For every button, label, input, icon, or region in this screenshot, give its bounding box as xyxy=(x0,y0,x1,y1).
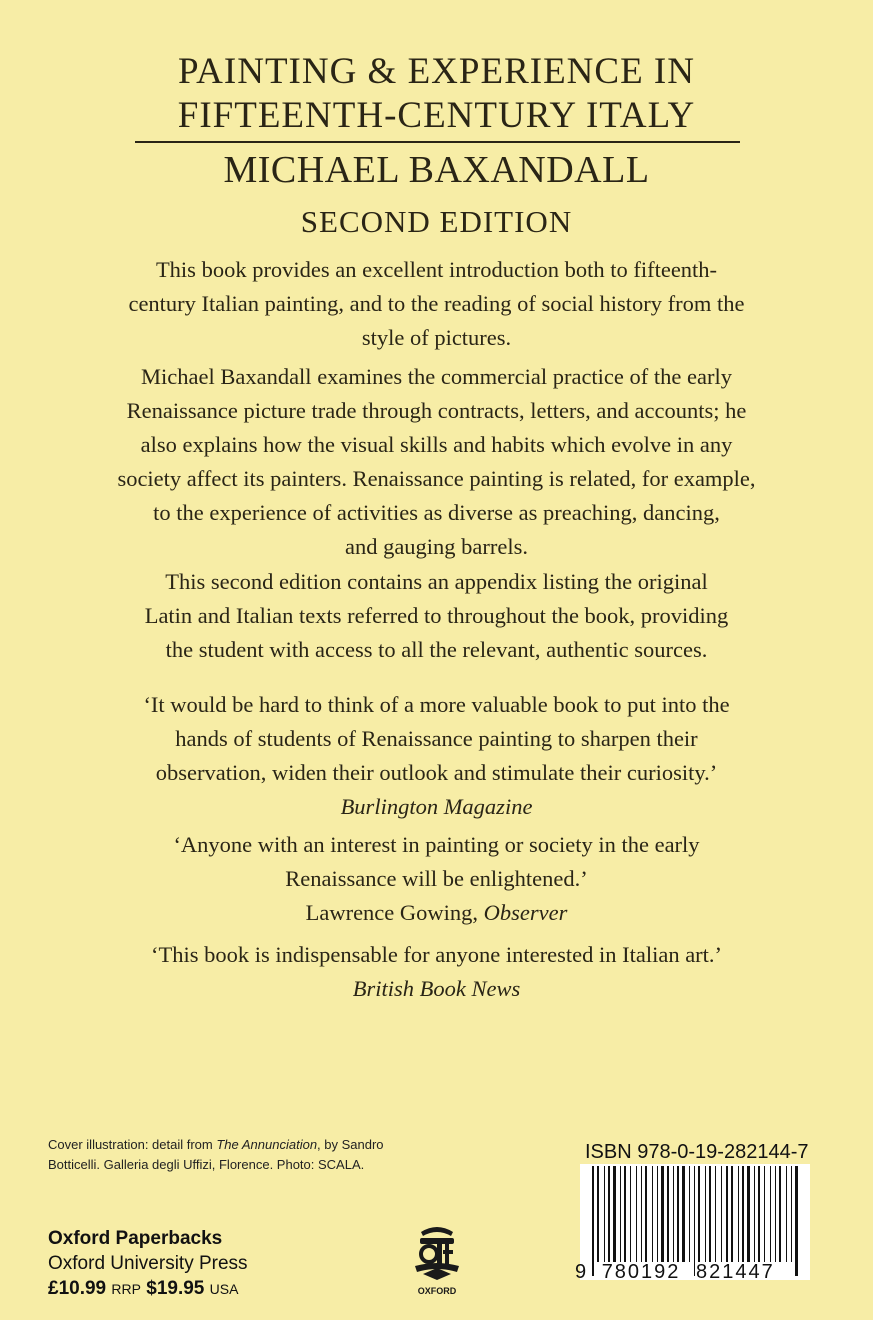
review-2: ‘Anyone with an interest in painting or society in the early Renaissance will be enlightened.’ Lawrence Gowing, Observer xyxy=(100,828,773,930)
barcode-bar xyxy=(689,1166,690,1262)
barcode-bar xyxy=(636,1166,637,1262)
review-3: ‘This book is indispensable for anyone interested in Italian art.’ British Book News xyxy=(100,938,773,1006)
barcode-bar xyxy=(673,1166,674,1262)
title-line-2: FIFTEENTH-CENTURY ITALY xyxy=(177,95,696,136)
barcode-bar xyxy=(738,1166,739,1262)
edition-label: SECOND EDITION xyxy=(300,204,573,239)
review-3-source: British Book News xyxy=(352,976,521,1001)
price-line: £10.99 RRP $19.95 USA xyxy=(48,1278,239,1299)
description-paragraph-2: Michael Baxandall examines the commercial practice of the early Renaissance picture trade through contracts, letters, and accounts; he also explains how the visual skills and habits which evolve in any society affect its painters. Renaissance painting is related, for example, to the experience of activities as diverse as preaching, dancing, and gauging barrels. xyxy=(117,364,756,559)
description-paragraph-1: This book provides an excellent introduction both to fifteenth- century Italian painting, and to the reading of social history from the style of pictures. xyxy=(128,257,745,350)
isbn-label: ISBN 978-0-19-282144-7 xyxy=(585,1141,809,1163)
barcode-bar xyxy=(620,1166,621,1262)
barcode-bar xyxy=(770,1166,771,1262)
author-name: MICHAEL BAXANDALL xyxy=(223,149,650,191)
title-line-1: PAINTING & EXPERIENCE IN xyxy=(178,51,695,92)
barcode-bar xyxy=(709,1166,711,1262)
barcode-bar xyxy=(641,1166,642,1262)
barcode-bar xyxy=(758,1166,760,1262)
barcode-bar xyxy=(764,1166,765,1262)
barcode-bar xyxy=(597,1166,599,1262)
barcode-bar xyxy=(645,1166,647,1262)
barcode-bar xyxy=(786,1166,787,1262)
barcode-bar xyxy=(726,1166,728,1262)
description-paragraph-3: This second edition contains an appendix listing the original Latin and Italian texts referred to throughout the book, providing the student with access to all the relevant, authentic sources. xyxy=(144,569,729,662)
logo-text: OXFORD xyxy=(417,1286,457,1296)
barcode-bar xyxy=(754,1166,755,1262)
barcode-bar xyxy=(624,1166,626,1262)
barcode-bar xyxy=(667,1166,669,1262)
barcode-bar xyxy=(721,1166,722,1262)
barcode-bar xyxy=(608,1166,610,1262)
review-1-source: Burlington Magazine xyxy=(340,794,533,819)
review-1: ‘It would be hard to think of a more valuable book to put into the hands of students of Renaissance painting to sharpen their observation, widen their outlook and stimulate their curiosity.’ Burlington Magazine xyxy=(100,688,773,824)
barcode-bar xyxy=(791,1166,792,1262)
cover-credit: Cover illustration: detail from The Annunciation, by Sandro Botticelli. Galleria degli Uffizi, Florence. Photo: SCALA. xyxy=(48,1137,384,1172)
imprint-name: Oxford Paperbacks xyxy=(48,1228,223,1249)
barcode-bar xyxy=(705,1166,706,1262)
barcode-bar xyxy=(698,1166,700,1262)
barcode-bar xyxy=(731,1166,733,1262)
barcode-bar xyxy=(682,1166,685,1262)
barcode-bar xyxy=(604,1166,605,1262)
oxford-logo-icon xyxy=(407,1222,467,1298)
barcode-bar xyxy=(747,1166,750,1262)
review-2-source: Lawrence Gowing, Observer xyxy=(305,900,568,925)
barcode-bar xyxy=(715,1166,716,1262)
barcode-bar xyxy=(652,1166,653,1262)
barcode-bar xyxy=(613,1166,616,1262)
barcode-bar xyxy=(630,1166,631,1262)
barcode-bar xyxy=(742,1166,744,1262)
barcode-bar xyxy=(661,1166,664,1262)
barcode-bar xyxy=(779,1166,781,1262)
barcode-bar xyxy=(775,1166,776,1262)
publisher-block xyxy=(48,1226,248,1302)
press-name: Oxford University Press xyxy=(48,1253,248,1274)
barcode-digits: 9 780192 821447 xyxy=(575,1261,775,1283)
book-title xyxy=(0,50,873,138)
barcode-bar xyxy=(657,1166,658,1262)
barcode-bar xyxy=(677,1166,679,1262)
title-divider xyxy=(135,141,740,143)
